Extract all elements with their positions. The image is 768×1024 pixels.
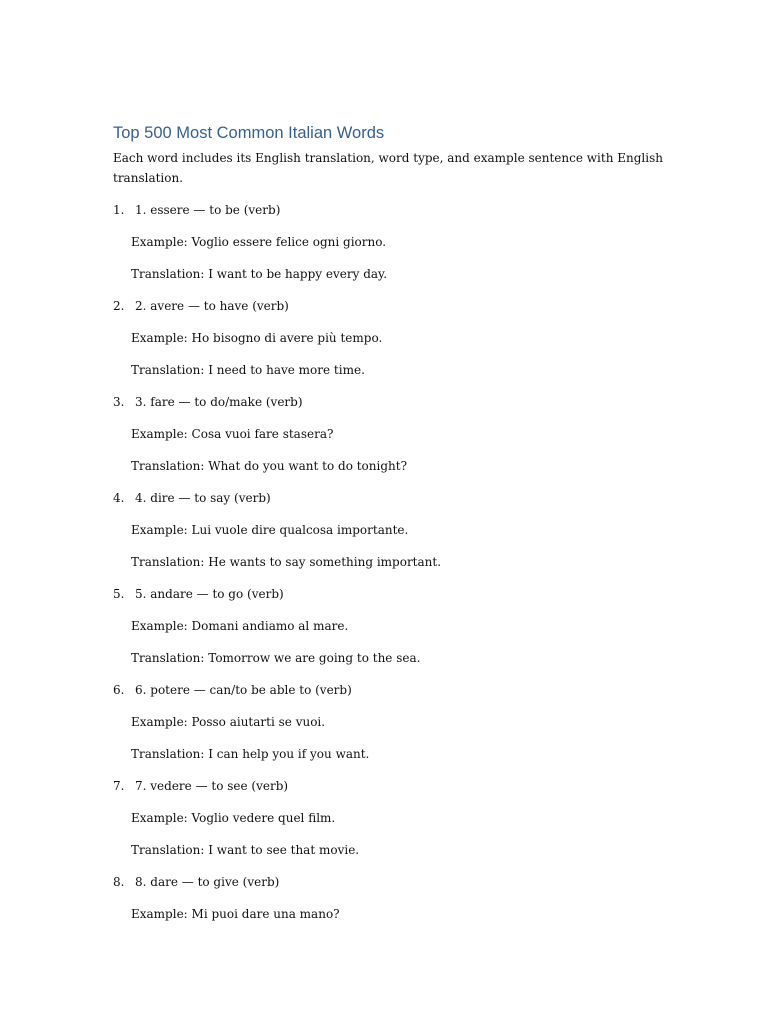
entry-2-translation: Translation: I need to have more time. [131,363,365,377]
entry-3-heading: 3. fare — to do/make (verb) [135,395,303,409]
entry-2-number: 2. [113,299,125,313]
entry-7-number: 7. [113,779,125,793]
entry-5-example: Example: Domani andiamo al mare. [131,619,349,633]
entry-5-heading: 5. andare — to go (verb) [135,587,284,601]
entry-2-example: Example: Ho bisogno di avere più tempo. [131,331,383,345]
page-title: Top 500 Most Common Italian Words [113,124,385,142]
intro-paragraph: Each word includes its English translation, word type, and example sentence with English translation. [113,151,663,185]
entry-8-heading: 8. dare — to give (verb) [135,875,280,889]
entry-6-example: Example: Posso aiutarti se vuoi. [131,715,326,729]
entry-5-number: 5. [113,587,125,601]
entry-8-example: Example: Mi puoi dare una mano? [131,907,340,921]
entry-4-number: 4. [113,491,125,505]
entry-6-number: 6. [113,683,125,697]
entry-5-translation: Translation: Tomorrow we are going to the sea. [131,651,421,665]
entry-1-heading: 1. essere — to be (verb) [135,203,281,217]
entry-3-example: Example: Cosa vuoi fare stasera? [131,427,334,441]
entry-8-number: 8. [113,875,125,889]
entry-1-number: 1. [113,203,125,217]
entry-7-heading: 7. vedere — to see (verb) [135,779,289,793]
entry-3-translation: Translation: What do you want to do tonight? [131,459,408,473]
entry-4-example: Example: Lui vuole dire qualcosa importante. [131,523,409,537]
entry-3-number: 3. [113,395,125,409]
entry-6-heading: 6. potere — can/to be able to (verb) [135,683,352,697]
entry-6-translation: Translation: I can help you if you want. [131,747,370,761]
entry-1-translation: Translation: I want to be happy every day. [131,267,388,281]
entry-7-example: Example: Voglio vedere quel film. [131,811,336,825]
entry-4-heading: 4. dire — to say (verb) [135,491,271,505]
entry-4-translation: Translation: He wants to say something important. [131,555,442,569]
entry-1-example: Example: Voglio essere felice ogni giorno. [131,235,387,249]
entry-7-translation: Translation: I want to see that movie. [131,843,360,857]
entry-2-heading: 2. avere — to have (verb) [135,299,289,313]
